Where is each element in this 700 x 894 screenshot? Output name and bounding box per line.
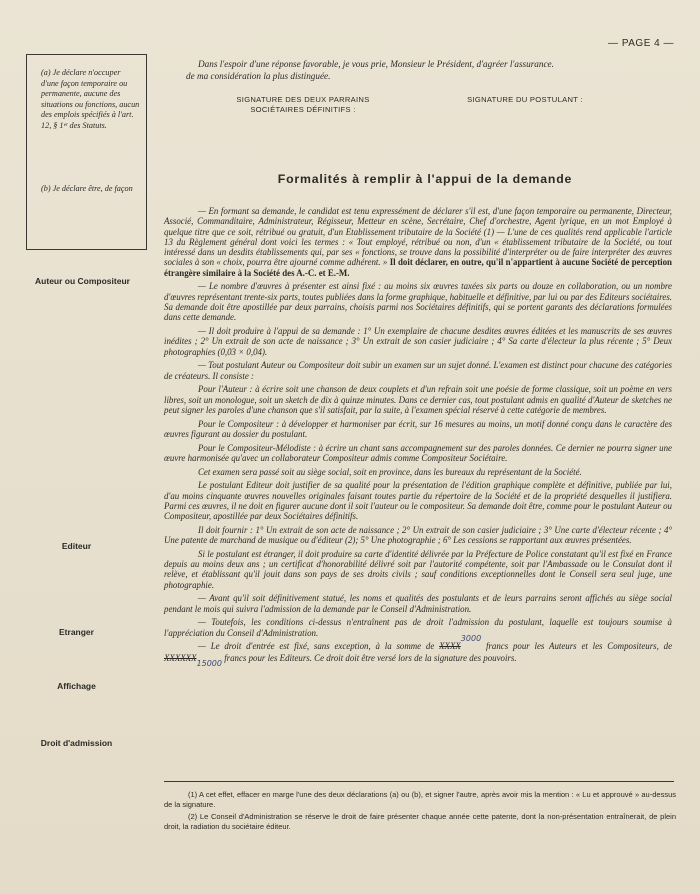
paragraph: Pour l'Auteur : à écrire soit une chanson de deux couplets et d'un refrain soit une poésie de forme classique, soit un poème en vers libres, soit un monologue, soit un sketch de dix à quinze minutes. Dans ce dernier cas, tout postulant admis en qualité d'Auteur de sketches ne peut signer les paroles d'une chanson que s'il satisfait, par la suite, à l'examen spécial réservé à cette catégorie de membres. — [164, 384, 672, 415]
entry-fee-text-b: francs pour les Auteurs et les Compositeurs, de — [485, 641, 673, 652]
side-label-affichage: Affichage — [57, 681, 96, 691]
signature-postulant: SIGNATURE DU POSTULANT : — [467, 95, 583, 104]
paragraph-bold-text: Il doit déclarer, en outre, qu'il n'appartient à aucune Société de perception étrangère similaire à la Société des A.-C. et E.-M. — [164, 257, 672, 278]
paragraph: Pour le Compositeur-Mélodiste : à écrire un chant sans accompagnement sur des paroles données. Ce dernier ne pourra signer une œuvre harmonisée qu'avec un collaborateur Compositeur admis comme Compositeur Sociétaire. — [164, 442, 672, 463]
intro-line-1: Dans l'espoir d'une réponse favorable, je vous prie, Monsieur le Président, d'agréer l'assurance. — [198, 59, 554, 69]
declaration-a: (a) Je déclare n'occuper d'une façon temporaire ou permanente, aucune des situations ou fonctions, aucun des emplois spécifiés à l'art. 12, § 1ᵉʳ des Statuts. — [41, 68, 140, 130]
side-label-editeur: Editeur — [61, 541, 92, 551]
section-heading: Formalités à remplir à l'appui de la demande — [277, 172, 573, 186]
entry-fee-text-a: — Le droit d'entrée est fixé, sans exception, à la somme de — [198, 641, 435, 652]
declaration-b: (b) Je déclare être, de façon — [41, 183, 133, 193]
handwritten-amount: 3000 — [460, 634, 482, 644]
footnote-1: (1) A cet effet, effacer en marge l'une des deux déclarations (a) ou (b), et signer l'autre, après avoir mis la mention : « Lu et approuvé » au-dessus de la signature. — [164, 790, 676, 810]
paragraph-entry-fee — [164, 634, 673, 668]
closing-intro — [186, 59, 678, 82]
intro-line-2: de ma considération la plus distinguée. — [186, 70, 331, 81]
side-label-etranger: Etranger — [59, 627, 94, 637]
margin-declaration-box — [26, 54, 147, 250]
paragraph: — Tout postulant Auteur ou Compositeur doit subir un examen sur un sujet donné. L'examen est distinct pour chacune des catégories de créateurs. Il consiste : — [164, 360, 672, 381]
footnotes — [164, 790, 676, 834]
paragraph: Si le postulant est étranger, il doit produire sa carte d'identité délivrée par la Préfecture de Police constatant qu'il est fixé en France depuis au moins deux ans ; un certificat d'honorabilité délivré soit par l'autorité compétente, soit par l'Ambassade ou le Consulat dont il relève, et établissant qu'il jouit dans son pays de ses droits civils ; sauf conditions exceptionnelles dont le Conseil sera seul juge, une photographie. — [164, 548, 672, 590]
side-label-droit: Droit d'admission — [40, 738, 113, 748]
formalities-body — [164, 206, 672, 667]
page-number: — PAGE 4 — — [608, 38, 674, 49]
side-label-auteur: Auteur ou Compositeur — [35, 276, 130, 286]
paragraph: Il doit fournir : 1° Un extrait de son acte de naissance ; 2° Un extrait de son casier judiciaire ; 3° Une carte d'électeur récente ; 4° Une patente de marchand de musique ou d'éditeur (2); 5° Une photographie ; 6° Les cessions se rapportant aux œuvres présentées. — [164, 524, 672, 546]
paragraph: — Le nombre d'œuvres à présenter est ainsi fixé : au moins six œuvres taxées six parts ou douze en collaboration, ou un nombre d'œuvres représentant trente-six parts, toutes publiées dans la forme graphique, habituelle et définitive, par lui ou par des Editeurs sociétaires. Sa demande doit être apostillée par deux parrains, choisis parmi nos Sociétaires définitifs, qui se portent garants des déclarations formulées dans cette demande. — [164, 281, 672, 323]
footnote-2: (2) Le Conseil d'Administration se réserve le droit de faire présenter chaque année cette patente, dont la non-présentation entraînerait, de plein droit, la radiation du sociétaire éditeur. — [164, 811, 676, 832]
signature-parrains — [218, 95, 388, 115]
paragraph: — Avant qu'il soit définitivement statué, les noms et qualités des postulants et de leurs parrains seront affichés au siège social pendant le mois qui suivra l'admission de la demande par le Conseil d'Administration. — [164, 593, 672, 614]
paragraph: — Toutefois, les conditions ci-dessus n'entraînent pas de droit l'admission du postulant, laquelle est toujours soumise à l'appréciation du Conseil d'Administration. — [164, 617, 672, 638]
signature-parrains-line-1: SIGNATURE DES DEUX PARRAINS — [236, 95, 370, 104]
entry-fee-text-c: francs pour les Editeurs. Ce droit doit être versé lors de la signature des pouvoirs. — [224, 652, 517, 663]
paragraph: Pour le Compositeur : à développer et harmoniser par écrit, sur 16 mesures au moins, un motif donné conçu dans le caractère des œuvres figurant au dossier du postulant. — [164, 418, 672, 439]
paragraph: Le postulant Editeur doit justifier de sa qualité pour la présentation de l'édition graphique complète et définitive, publiée par lui, d'au moins cinquante œuvres nouvelles originales faisant toutes partie du répertoire de la Société et de la propriété desquelles il justifiera. Parmi ces œuvres, il ne doit en figurer aucune dont il soit l'auteur ou le compositeur. Sa demande doit être, comme pour le postulant Auteur ou Compositeur, apostillée par deux Sociétaires définitifs. — [164, 480, 672, 522]
paragraph: Cet examen sera passé soit au siège social, soit en province, dans les bureaux du représentant de la Société. — [198, 466, 582, 477]
struck-amount: XXXX — [439, 641, 461, 652]
handwritten-amount: 15000 — [196, 658, 222, 668]
struck-amount: XXXXXX — [164, 652, 197, 663]
signature-parrains-line-2: SOCIÉTAIRES DÉFINITIFS : — [250, 105, 356, 114]
paragraph-text: — En formant sa demande, le candidat est tenu expressément de déclarer s'il est, d'une façon temporaire ou permanente, Directeur, Associé, Commanditaire, Administrateur, Régisseur, Metteur en scène, Secrétaire, Chef d'orchestre, Agent lyrique, en un mot Employé à quelque titre que ce soit, rétribué ou gratuit, d'un Etablissement tributaire de la Société (1) — L'une de ces qualités rend applicable l'article 13 du Règlement général dont voici les termes : « Tout employé, rétribué ou non, d'un « établissement tributaire de la Société, ou tout intéressé dans un desdits établissements qui, par ses « fonctions, se trouve dans la possibilité d'interpréter ou de faire interpréter des œuvres sociales à son « choix, pourra être ajourné comme adhérent. » — [164, 206, 672, 268]
footnote-divider — [164, 781, 674, 782]
paragraph: — Il doit produire à l'appui de sa demande : 1° Un exemplaire de chacune desdites œuvres éditées et les manuscrits de ses œuvres inédites ; 2° Un extrait de son acte de naissance ; 3° Un extrait de son casier judiciaire ; 4° Sa carte d'électeur la plus récente ; 5° Deux photographies (0,03 × 0,04). — [164, 326, 672, 357]
paragraph — [164, 206, 672, 278]
